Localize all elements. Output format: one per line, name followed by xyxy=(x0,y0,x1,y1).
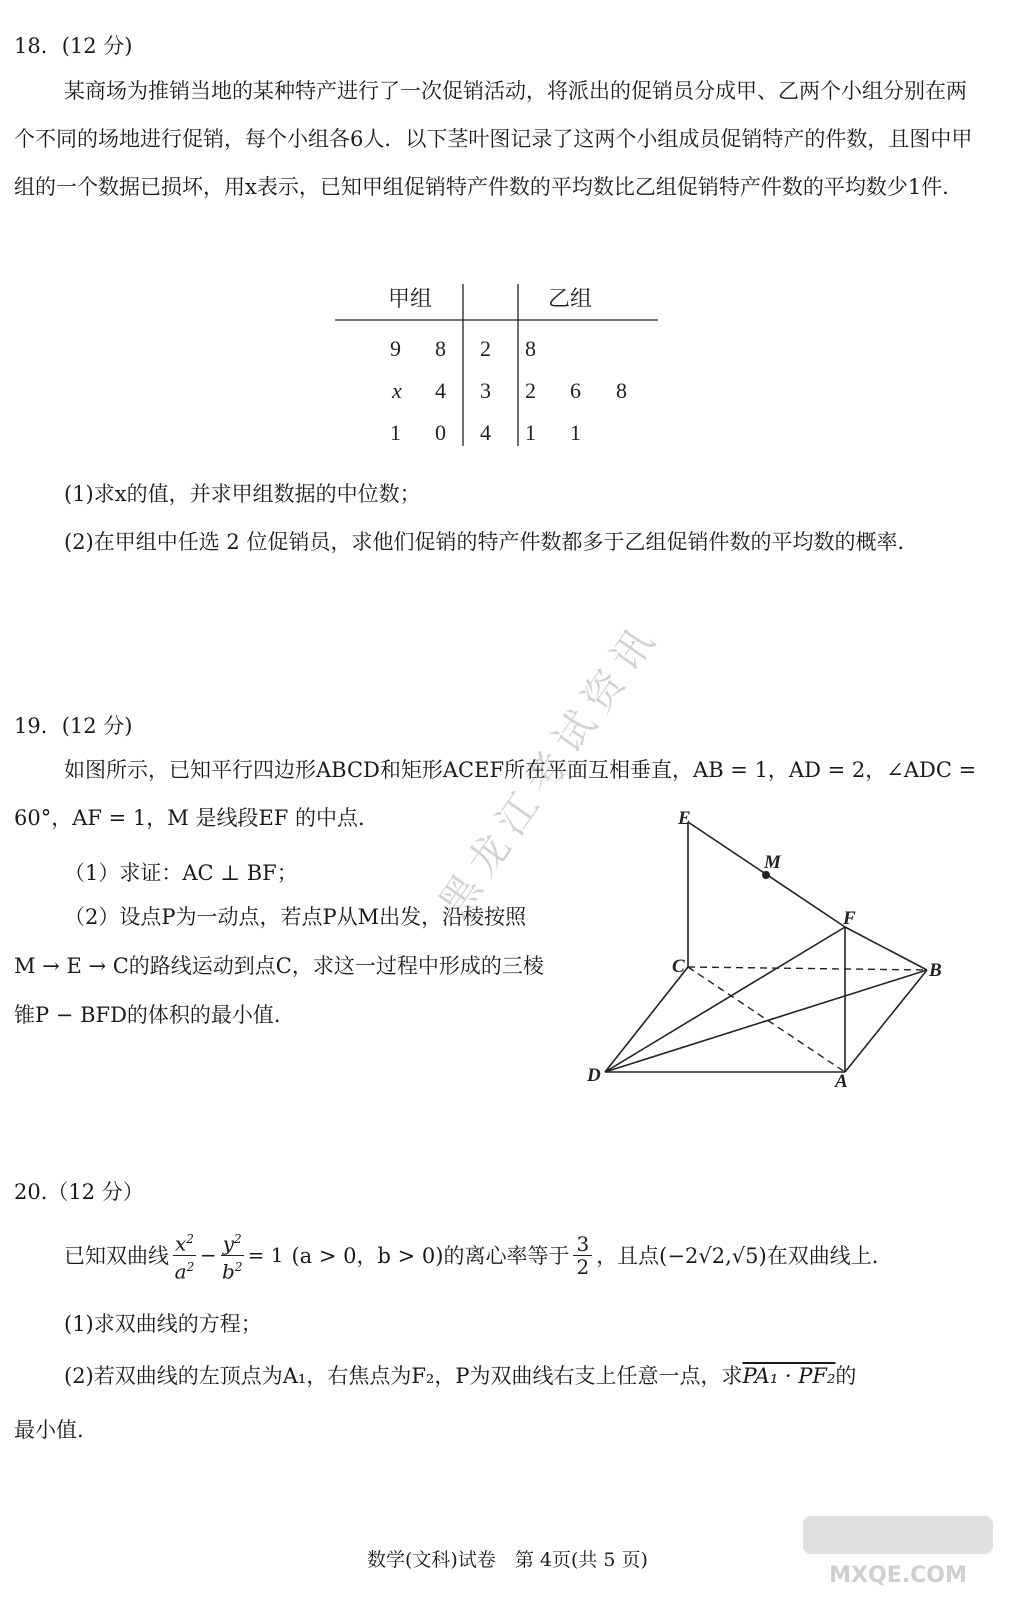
leaf: 1 xyxy=(525,420,536,445)
leaf: 4 xyxy=(435,378,446,403)
q19-part2: （2）设点P为一动点，若点P从M出发，沿棱按照M → E → C的路线运动到点C，求这一过程中形成的三棱锥P − BFD的体积的最小值. xyxy=(14,905,544,1027)
label-a: A xyxy=(835,1071,848,1092)
left-header: 甲组 xyxy=(388,286,433,311)
leaf: 8 xyxy=(435,336,446,361)
q20-stem-prefix: 已知双曲线 xyxy=(64,1244,169,1269)
leaf: 8 xyxy=(616,378,627,403)
leaf: 1 xyxy=(570,420,581,445)
q20-part2: (2)若双曲线的左顶点为A₁，右焦点为F₂，P为双曲线右支上任意一点，求PA₁ · PF₂的 xyxy=(64,1364,857,1388)
label-e: E xyxy=(678,808,691,829)
leaf: 8 xyxy=(525,336,536,361)
leaf: 1 xyxy=(390,420,401,445)
stem-leaf-plot xyxy=(330,278,670,458)
q19-stem: 如图所示，已知平行四边形ABCD和矩形ACEF所在平面互相垂直，AB = 1，AD = 2，∠ADC = 60°，AF = 1，M 是线段EF 的中点． xyxy=(14,758,977,830)
q20-part1: (1)求双曲线的方程； xyxy=(64,1312,262,1336)
leaf: 6 xyxy=(570,378,581,403)
site-logo xyxy=(793,1510,1003,1592)
stem: 2 xyxy=(480,336,491,361)
q20-stem-suffix: ，且点(−2√2,√5)在双曲线上. xyxy=(596,1244,879,1269)
leaf: 0 xyxy=(435,420,446,445)
eccentricity-fraction: 3 2 xyxy=(573,1233,592,1278)
label-b: B xyxy=(929,960,942,981)
q19-part1: （1）求证：AC ⊥ BF； xyxy=(64,861,298,885)
vector-expression: PA₁ · PF₂ xyxy=(742,1364,836,1388)
svg-text:黑龙江考试资讯: 黑龙江考试资讯 xyxy=(430,612,669,926)
label-m: M xyxy=(764,852,781,873)
q18-part2: (2)在甲组中任选 2 位促销员，求他们促销的特产件数都多于乙组促销件数的平均数的概率． xyxy=(64,530,919,554)
label-d: D xyxy=(587,1065,601,1086)
label-c: C xyxy=(672,956,685,977)
leaf: x xyxy=(392,378,402,403)
site-logo-text: MXQE.COM xyxy=(829,1563,967,1588)
leaf: 2 xyxy=(525,378,536,403)
watermark xyxy=(400,560,730,960)
stem: 3 xyxy=(480,378,491,403)
hyperbola-equation: $x^2$ $a^2$ − $\frac{y^2}{b^2}$ = 1 xyxy=(173,1228,287,1282)
q18-stem: 某商场为推销当地的某种特产进行了一次促销活动，将派出的促销员分成甲、乙两个小组分别在两个不同的场地进行促销，每个小组各6人．以下茎叶图记录了这两个小组成员促销特产的件数，且图中甲组的一个数据已损坏，用x表示，已知甲组促销特产件数的平均数比乙组促销特产件数的平均数少1件． xyxy=(14,79,973,199)
q20-part2-end: 最小值. xyxy=(14,1418,84,1442)
leaf: 9 xyxy=(390,336,401,361)
page-footer: 数学(文科)试卷 第 4页(共 5 页) xyxy=(367,1549,648,1571)
q20-stem-condition: (a > 0，b > 0)的离心率等于 xyxy=(291,1244,570,1269)
q18-title: 18．(12 分) xyxy=(14,34,133,58)
q19-title: 19．(12 分) xyxy=(14,714,133,738)
stem: 4 xyxy=(480,420,491,445)
q18-part1: (1)求x的值，并求甲组数据的中位数； xyxy=(64,482,421,506)
right-header: 乙组 xyxy=(548,286,593,311)
label-f: F xyxy=(843,908,856,929)
q20-stem xyxy=(64,1228,878,1282)
q20-title: 20.（12 分） xyxy=(14,1180,144,1204)
